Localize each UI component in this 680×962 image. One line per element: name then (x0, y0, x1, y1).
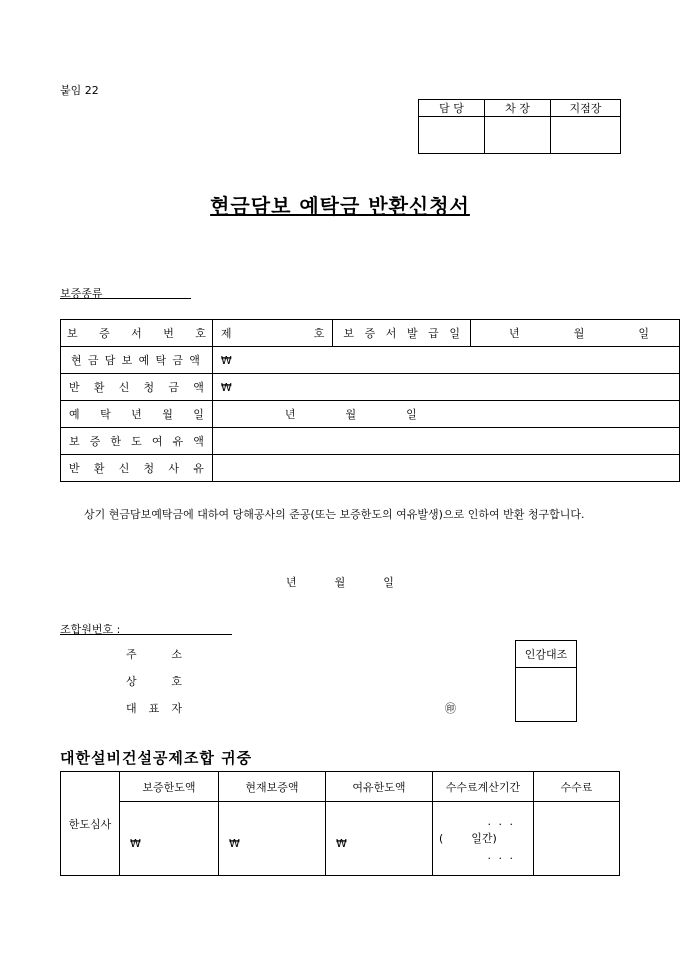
issue-date-label: 보 증 서 발 급 일 (343, 327, 460, 340)
issue-date-field[interactable]: 년 월 일 (471, 320, 680, 347)
seal-comparison-box (515, 640, 577, 722)
header-surplus-limit: 여유한도액 (326, 772, 433, 802)
addressee: 대한설비건설공제조합 귀중 (60, 749, 253, 767)
approval-header-staff: 담 당 (419, 100, 485, 117)
address-label: 주 소 (126, 648, 182, 661)
member-number-label: 조합원번호 : (60, 623, 121, 636)
page-title: 현금담보 예탁금 반환신청서 (210, 194, 470, 218)
seal-comparison-area[interactable] (516, 668, 577, 722)
current-guarantee-field[interactable]: ₩ (219, 802, 326, 876)
attachment-label: 붙임 22 (60, 84, 99, 97)
deposit-amount-field[interactable]: ₩ (212, 347, 679, 374)
refund-reason-field[interactable] (212, 455, 679, 482)
seal-comparison-label: 인감대조 (516, 641, 577, 668)
row-label-certificate-number: 보 증 서 번 호 (67, 327, 206, 340)
surplus-limit-field[interactable]: ₩ (326, 802, 433, 876)
approval-sign-deputy[interactable] (485, 117, 551, 154)
statement-text: 상기 현금담보예탁금에 대하여 당해공사의 준공(또는 보증한도의 여유발생)으로 인하여 반환 청구합니다. (84, 508, 585, 521)
company-label: 상 호 (126, 675, 182, 688)
fee-field[interactable] (534, 802, 620, 876)
approval-table (418, 99, 621, 154)
header-guarantee-limit: 보증한도액 (120, 772, 219, 802)
fee-period-field[interactable]: . . . ( 일간) . . . (433, 802, 534, 876)
guarantee-type-label: 보증종류 (60, 287, 103, 300)
representative-label: 대 표 자 (126, 702, 182, 715)
row-label-deposit-amount: 현 금 담 보 예 탁 금 액 (71, 354, 200, 367)
deposit-date-field[interactable]: 년 월 일 (212, 401, 679, 428)
header-fee-period: 수수료계산기간 (433, 772, 534, 802)
review-row-label: 한도심사 (61, 772, 120, 876)
application-date[interactable]: 년 월 일 (286, 576, 394, 589)
limit-surplus-field[interactable] (212, 428, 679, 455)
approval-sign-staff[interactable] (419, 117, 485, 154)
header-fee: 수수료 (534, 772, 620, 802)
member-number-field[interactable] (60, 621, 232, 635)
certificate-number-field[interactable]: 제 호 (212, 320, 333, 347)
guarantee-type-field[interactable] (60, 285, 191, 299)
row-label-refund-reason: 반 환 신 청 사 유 (69, 462, 204, 475)
header-current-guarantee: 현재보증액 (219, 772, 326, 802)
guarantee-limit-field[interactable]: ₩ (120, 802, 219, 876)
row-label-refund-amount: 반 환 신 청 금 액 (69, 381, 204, 394)
limit-review-table (60, 771, 620, 876)
refund-amount-field[interactable]: ₩ (212, 374, 679, 401)
seal-mark: ㊞ (445, 702, 456, 715)
row-label-deposit-date: 예 탁 년 월 일 (69, 408, 204, 421)
approval-header-manager: 지점장 (551, 100, 621, 117)
row-label-limit-surplus: 보 증 한 도 여 유 액 (69, 435, 204, 448)
application-form-table (60, 319, 680, 482)
approval-sign-manager[interactable] (551, 117, 621, 154)
approval-header-deputy: 차 장 (485, 100, 551, 117)
